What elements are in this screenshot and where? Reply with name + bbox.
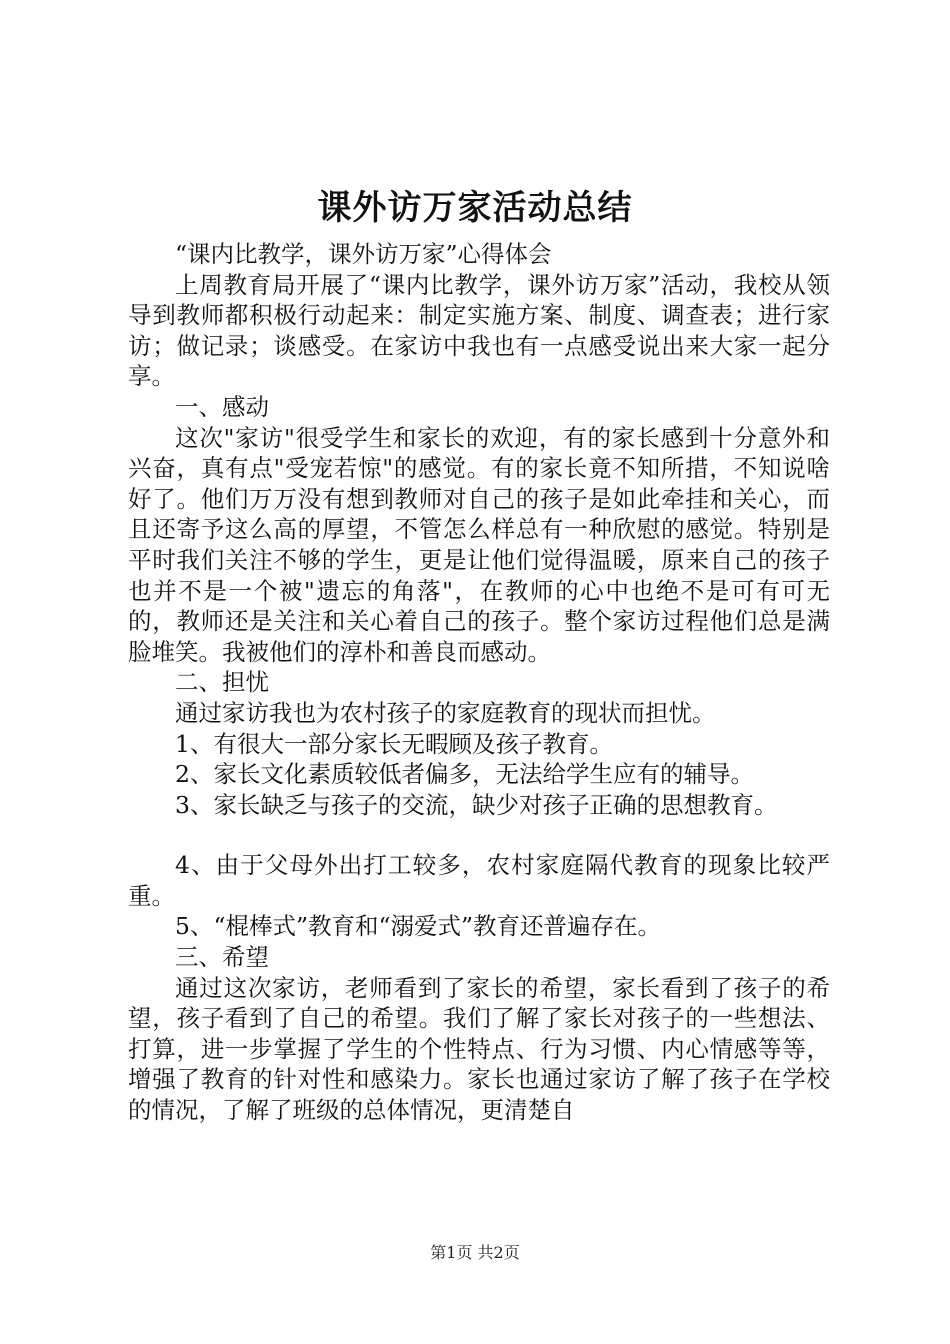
paragraph: 上周教育局开展了“课内比教学，课外访万家”活动，我校从领导到教师都积极行动起来：制定实施方案、制度、调查表；进行家访；做记录；谈感受。在家访中我也有一点感受说出来大家一起分享。 — [128, 270, 830, 391]
paragraph: 通过家访我也为农村孩子的家庭教育的现状而担忧。 — [175, 698, 716, 727]
document-body — [128, 239, 830, 1126]
list-item: 5、“棍棒式”教育和“溺爱式”教育还普遍存在。 — [175, 912, 662, 941]
section-heading: 一、感动 — [175, 392, 269, 421]
paragraph: 这次"家访"很受学生和家长的欢迎，有的家长感到十分意外和兴奋，真有点"受宠若惊"的感觉。有的家长竟不知所措，不知说啥好了。他们万万没有想到教师对自己的孩子是如此牵挂和关心，而且还寄予这么高的厚望，不管怎么样总有一种欣慰的感觉。特别是平时我们关注不够的学生，更是让他们觉得温暖，原来自己的孩子也并不是一个被"遗忘的角落"，在教师的心中也绝不是可有可无的，教师还是关注和关心着自己的孩子。整个家访过程他们总是满脸堆笑。我被他们的淳朴和善良而感动。 — [128, 423, 830, 666]
list-item: 4、由于父母外出打工较多，农村家庭隔代教育的现象比较严重。 — [128, 851, 830, 910]
paragraph: 通过这次家访，老师看到了家长的希望，家长看到了孩子的希望，孩子看到了自己的希望。我们了解了家长对孩子的一些想法、打算，进一步掌握了学生的个性特点、行为习惯、内心情感等等，增强了教育的针对性和感染力。家长也通过家访了解了孩子在学校的情况，了解了班级的总体情况，更清楚自 — [128, 973, 830, 1125]
page-number-footer: 第1页 共2页 — [430, 1243, 520, 1262]
document-title: 课外访万家活动总结 — [317, 188, 633, 228]
section-heading: 三、希望 — [175, 943, 269, 972]
paragraph: “课内比教学，课外访万家”心得体会 — [175, 240, 552, 268]
section-heading: 二、担忧 — [175, 668, 269, 697]
list-item: 3、家长缺乏与孩子的交流，缺少对孩子正确的思想教育。 — [175, 790, 778, 819]
list-item: 2、家长文化素质较低者偏多，无法给学生应有的辅导。 — [175, 760, 754, 789]
list-item: 1、有很大一部分家长无暇顾及孩子教育。 — [175, 729, 613, 758]
